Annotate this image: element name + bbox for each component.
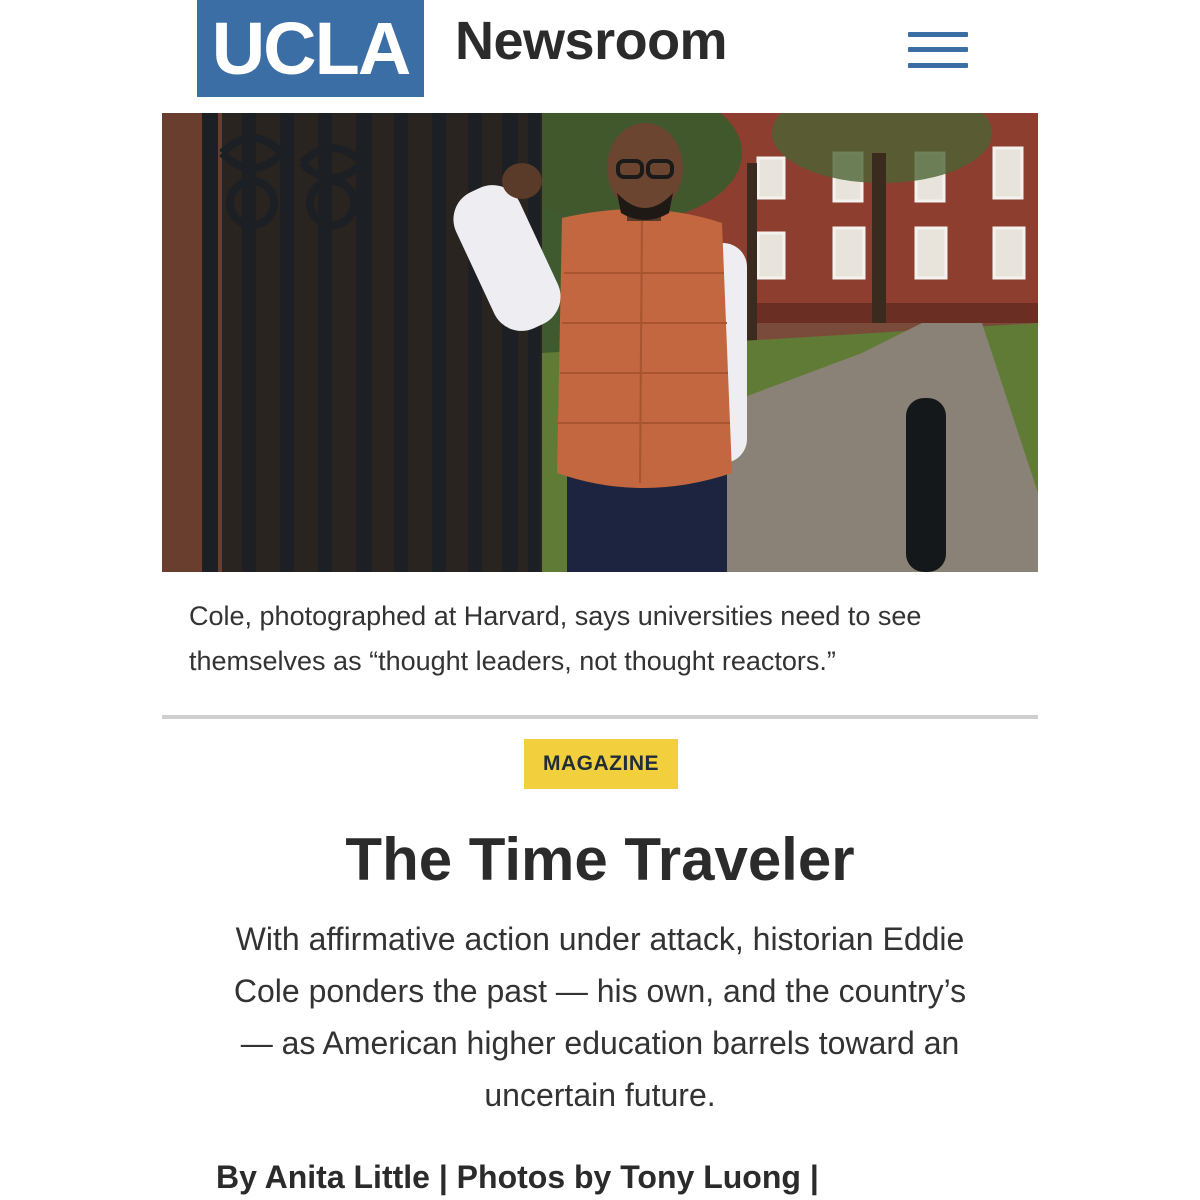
category-tag[interactable]: MAGAZINE (524, 739, 678, 789)
article-headline: The Time Traveler (345, 826, 855, 893)
menu-bar (908, 47, 968, 52)
article-dek: With affirmative action under attack, historian Eddie Cole ponders the past — his own, and the country’s — as American higher education barrels toward an uncertain future. (233, 921, 967, 1113)
menu-bar (908, 32, 968, 37)
ucla-logo[interactable] (197, 0, 424, 97)
hamburger-menu-icon[interactable] (908, 30, 968, 72)
hero-photo (162, 113, 1038, 572)
section-divider (162, 715, 1038, 719)
site-title[interactable]: Newsroom (455, 11, 728, 71)
photo-caption: Cole, photographed at Harvard, says universities need to see themselves as “thought leaders, not thought reactors.” (189, 601, 922, 676)
logo-text: UCLA (211, 6, 410, 90)
menu-bar (908, 63, 968, 68)
article-byline: By Anita Little | Photos by Tony Luong | (216, 1159, 819, 1195)
